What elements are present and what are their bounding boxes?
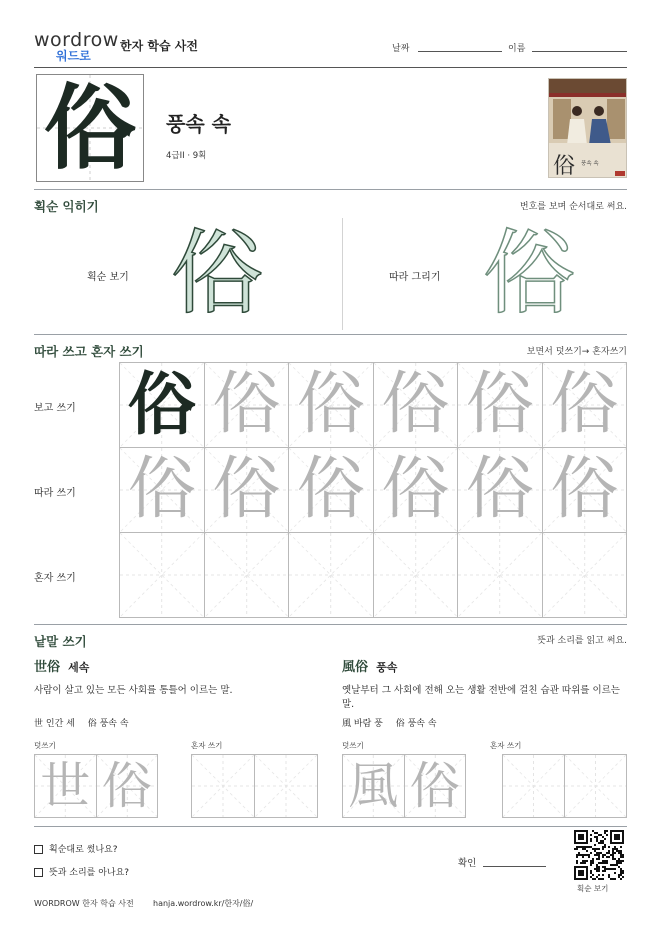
grid-character: 俗 [381, 450, 450, 529]
hero-thumbnail [548, 78, 627, 178]
word-1-header [34, 656, 89, 675]
grid-character: 俗 [127, 365, 196, 445]
checklist-item-2[interactable] [34, 865, 129, 878]
word-2-trace-cell-1[interactable] [343, 755, 405, 818]
practice-cell-r1-c3[interactable] [289, 363, 374, 448]
guide-lines [255, 755, 317, 817]
word-1-solo-grid [191, 754, 318, 818]
practice-cell-r1-c6[interactable] [543, 363, 628, 448]
checklist-item-2-label: 뜻과 소리를 아나요? [49, 868, 130, 878]
word-1-trace-cell-1[interactable] [35, 755, 97, 818]
row-label-solo: 혼자 쓰기 [34, 573, 76, 584]
checkbox-icon[interactable] [34, 868, 43, 877]
guide-lines [205, 533, 289, 617]
word-2-part-1-char: 風 [342, 719, 352, 729]
word-1-solo-cell-2[interactable] [255, 755, 318, 818]
word-1-part-2-char: 俗 [87, 719, 97, 729]
word-section-title: 낱말 쓰기 [34, 634, 87, 649]
word-2-solo-grid [502, 754, 627, 818]
practice-cell-r1-c4[interactable] [374, 363, 459, 448]
stroke-view-character-box [162, 220, 272, 327]
practice-grid [119, 362, 627, 618]
grid-character: 俗 [465, 450, 534, 529]
grid-character: 俗 [409, 757, 460, 815]
grid-character: 俗 [550, 450, 619, 529]
stroke-trace-character: 俗 [482, 220, 575, 327]
stroke-view-character: 俗 [170, 220, 263, 327]
practice-cell-r1-c2[interactable] [205, 363, 290, 448]
guide-lines [374, 533, 458, 617]
word-2-trace-label: 덧쓰기 [342, 741, 364, 750]
grid-character: 俗 [550, 365, 619, 444]
thumbnail-badge [615, 171, 625, 176]
practice-cell-r2-c2[interactable] [205, 448, 290, 533]
word-1-solo-label: 혼자 쓰기 [191, 741, 223, 750]
hero-character: 俗 [43, 74, 136, 182]
practice-cell-r3-c5[interactable] [458, 533, 543, 618]
hero-divider [34, 189, 627, 190]
word-2-solo-cell-2[interactable] [565, 755, 627, 818]
hero-character-box [36, 74, 144, 182]
hero-meaning-sound: 풍속 속 [166, 112, 231, 136]
practice-cell-r2-c6[interactable] [543, 448, 628, 533]
word-2-definition: 옛날부터 그 사회에 전해 오는 생활 전반에 걸친 습관 따위를 이르는 말. [342, 685, 620, 710]
app-title: 한자 학습 사전 [120, 39, 198, 53]
stroke-divider [34, 334, 627, 335]
word-1-trace-cell-2[interactable] [97, 755, 159, 818]
grid-character: 俗 [465, 365, 534, 444]
practice-cell-r1-c5[interactable] [458, 363, 543, 448]
confirm-field[interactable] [483, 866, 546, 867]
guide-lines [543, 533, 627, 617]
grid-character: 俗 [101, 757, 152, 815]
row-label-trace: 따라 쓰기 [34, 488, 76, 499]
logo [34, 29, 119, 64]
thumbnail-caption: 풍속 속 [581, 161, 599, 167]
word-1-solo-cell-1[interactable] [192, 755, 255, 818]
practice-cell-r2-c3[interactable] [289, 448, 374, 533]
word-1-part-2-meaning: 풍속 속 [99, 719, 129, 729]
practice-section-note: 보면서 덧쓰기→ 혼자쓰기 [526, 347, 627, 357]
practice-cell-r2-c5[interactable] [458, 448, 543, 533]
word-1-part-1-char: 世 [34, 719, 44, 729]
word-1-reading: 세속 [68, 661, 90, 674]
word-divider [34, 826, 627, 827]
grid-character: 俗 [296, 450, 365, 529]
thumbnail-character: 俗 [553, 154, 576, 178]
stroke-section-divider [342, 218, 343, 330]
stroke-trace-character-box[interactable] [474, 220, 584, 327]
logo-ko: 워드로 [56, 49, 91, 63]
practice-cell-r3-c3[interactable] [289, 533, 374, 618]
practice-cell-r3-c2[interactable] [205, 533, 290, 618]
word-section-note: 뜻과 소리를 읽고 써요. [537, 636, 627, 646]
stroke-section-title: 획순 익히기 [34, 199, 99, 214]
word-1-hanja: 世俗 [34, 660, 61, 675]
practice-divider [34, 624, 627, 625]
stroke-trace-label: 따라 그리기 [389, 272, 441, 283]
grid-character: 俗 [212, 450, 281, 529]
practice-section-title: 따라 쓰고 혼자 쓰기 [34, 344, 144, 359]
qr-caption: 획순 보기 [577, 884, 609, 893]
date-field[interactable] [418, 51, 502, 52]
grid-character: 風 [348, 757, 399, 815]
stroke-view-label: 획순 보기 [87, 272, 129, 283]
practice-cell-r3-c1[interactable] [120, 533, 205, 618]
word-2-parts [342, 716, 437, 729]
word-2-header [342, 656, 397, 675]
footer-url[interactable]: hanja.wordrow.kr/한자/俗/ [153, 899, 254, 908]
word-2-solo-cell-1[interactable] [503, 755, 565, 818]
row-label-look: 보고 쓰기 [34, 403, 76, 414]
guide-lines [458, 533, 542, 617]
practice-cell-r3-c6[interactable] [543, 533, 628, 618]
grid-character: 世 [40, 757, 91, 815]
logo-en: wordrow [34, 29, 119, 51]
word-1-trace-grid [34, 754, 158, 818]
grid-character: 俗 [127, 450, 196, 529]
practice-cell-r2-c4[interactable] [374, 448, 459, 533]
guide-lines [565, 755, 626, 817]
grid-character: 俗 [296, 365, 365, 444]
word-2-part-1-meaning: 바람 풍 [353, 719, 383, 729]
checklist-item-1[interactable] [34, 842, 118, 855]
word-1-trace-label: 덧쓰기 [34, 741, 56, 750]
word-1-part-1-meaning: 인간 세 [45, 719, 75, 729]
guide-lines [120, 533, 204, 617]
guide-lines [289, 533, 373, 617]
practice-cell-r1-c1[interactable] [120, 363, 205, 448]
word-2-hanja: 風俗 [342, 660, 369, 675]
word-2-reading: 풍속 [376, 661, 398, 674]
checklist-item-1-label: 획순대로 썼나요? [49, 845, 118, 855]
grid-character: 俗 [212, 365, 281, 444]
guide-lines [503, 755, 564, 817]
hero-grade-strokes: 4급II · 9획 [166, 151, 207, 161]
word-2-trace-grid [342, 754, 466, 818]
word-2-trace-cell-2[interactable] [405, 755, 467, 818]
word-1-parts [34, 716, 129, 729]
guide-lines [192, 755, 254, 817]
word-2-solo-label: 혼자 쓰기 [490, 741, 522, 750]
name-label: 이름 [508, 44, 526, 54]
stroke-section-note: 번호를 보며 순서대로 써요. [519, 202, 627, 212]
word-2-part-2-meaning: 풍속 속 [407, 719, 437, 729]
checkbox-icon[interactable] [34, 845, 43, 854]
grid-character: 俗 [381, 365, 450, 444]
date-label: 날짜 [392, 44, 410, 54]
header-divider [34, 67, 627, 68]
qr-code-icon[interactable] [574, 830, 624, 880]
confirm-label: 확인 [458, 858, 477, 869]
word-2-part-2-char: 俗 [395, 719, 405, 729]
footer-brand: WORDROW 한자 학습 사전 [34, 899, 134, 908]
name-field[interactable] [532, 51, 627, 52]
practice-cell-r2-c1[interactable] [120, 448, 205, 533]
word-1-definition: 사람이 살고 있는 모든 사회를 통틀어 이르는 말. [34, 685, 233, 696]
practice-cell-r3-c4[interactable] [374, 533, 459, 618]
